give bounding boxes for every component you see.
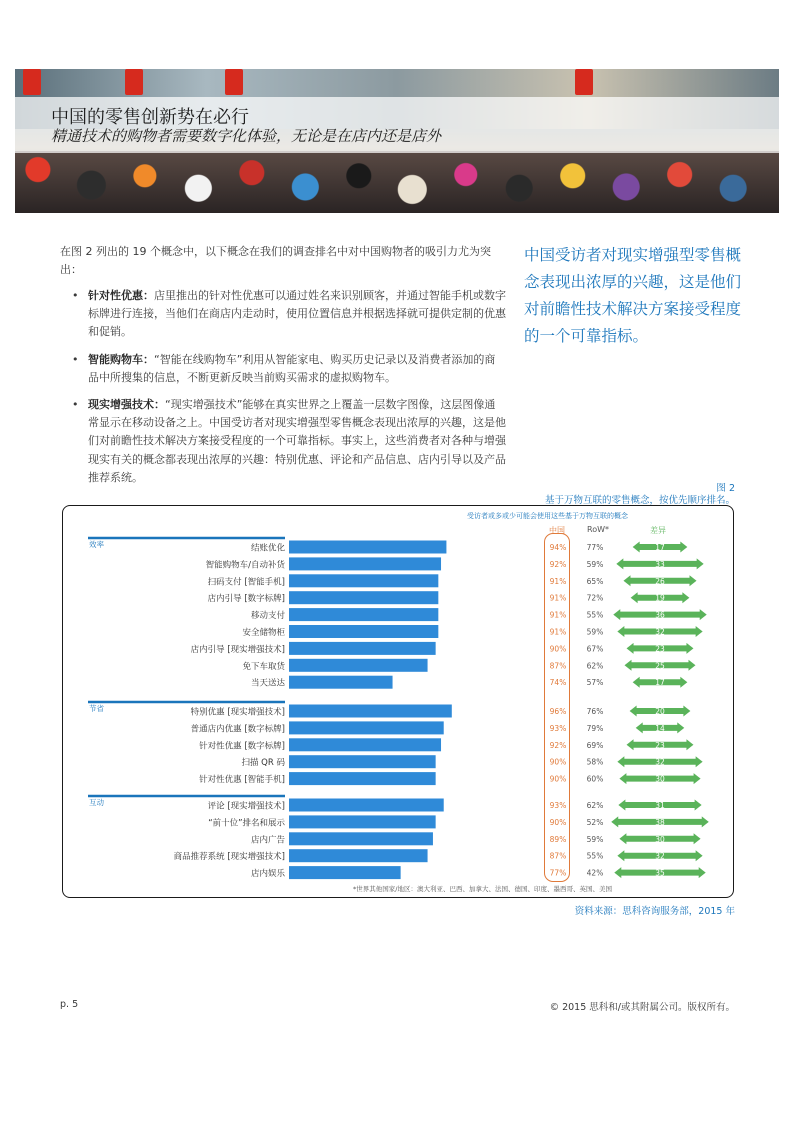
value-diff: 35 (655, 868, 665, 878)
figure-label: 图 2 (716, 483, 735, 494)
value-china: 77% (549, 868, 567, 878)
bullet-icon: • (72, 398, 79, 412)
bullet-icon: • (72, 352, 79, 366)
category-label: 店内广告 (250, 835, 285, 846)
value-row: 57% (586, 678, 604, 688)
page-number: p. 5 (60, 999, 79, 1010)
value-diff: 32 (655, 627, 665, 637)
bullet-term: 现实增强技术： (88, 398, 165, 412)
bullet-icon: • (72, 289, 79, 302)
bar-china (289, 574, 438, 587)
chart-note: 受访者或多或少可能会使用这些基于万物互联的概念 (467, 512, 628, 520)
category-label: 商品推荐系统 [现实增强技术] (173, 852, 285, 863)
value-diff: 14 (655, 723, 665, 733)
bullet-text: “智能在线购物车”利用从智能家电、购买历史记录以及消费者添加的商品中所搜集的信息，不断更新反映当前购买需求的虚拟购物车。 (88, 352, 496, 384)
value-china: 92% (549, 559, 567, 569)
value-china: 91% (549, 593, 567, 603)
bullet-term: 智能购物车： (88, 352, 154, 366)
column-header-china: 中国 (549, 526, 565, 535)
value-china: 87% (549, 851, 567, 861)
bar-china (289, 832, 433, 845)
value-row: 59% (586, 627, 604, 637)
chart-footnote: *世界其他国家/地区：澳大利亚、巴西、加拿大、法国、德国、印度、墨西哥、英国、美国 (353, 885, 612, 893)
group-label: 效率 (89, 540, 104, 549)
value-china: 90% (549, 817, 567, 827)
category-label: 店内引导 [现实增强技术] (190, 644, 285, 655)
value-row: 65% (586, 576, 604, 586)
value-diff: 19 (655, 593, 665, 603)
value-row: 62% (586, 801, 604, 810)
value-row: 59% (586, 834, 604, 844)
value-diff: 25 (655, 661, 665, 671)
category-label: 普通店内优惠 [数字标牌] (190, 724, 285, 735)
value-diff: 30 (655, 774, 665, 784)
bar-china (289, 849, 428, 862)
bullet-text: 店里推出的针对性优惠可以通过姓名来识别顾客，并通过智能手机或数字标牌进行连接，当他们在商店内走动时，使用位置信息并根据选择就可提供定制的优惠和促销。 (88, 289, 506, 339)
category-label: 智能购物车/自动补货 (205, 560, 285, 571)
value-china: 91% (549, 576, 567, 586)
column-header-row: RoW* (587, 525, 610, 534)
value-row: 72% (586, 593, 604, 603)
pull-quote: 中国受访者对现实增强型零售概念表现出浓厚的兴趣，这是他们对前瞻性技术解决方案接受程度的一个可靠指标。 (524, 246, 742, 345)
column-header-diff: 差异 (650, 526, 666, 535)
copyright: © 2015 思科和/或其附属公司。版权所有。 (549, 1002, 735, 1013)
value-row: 62% (586, 661, 604, 671)
bar-china (289, 721, 444, 734)
value-row: 58% (586, 757, 604, 767)
value-diff: 17 (655, 678, 665, 688)
figure-caption: 基于万物互联的零售概念，按优先顺序排名。 (544, 495, 735, 506)
category-label: 当天送达 (250, 678, 285, 689)
value-row: 55% (586, 610, 604, 620)
category-label: 针对性优惠 [智能手机] (199, 775, 285, 786)
bullet-text: “现实增强技术”能够在真实世界之上覆盖一层数字图像，这层图像通常显示在移动设备之上。中国受访者对现实增强型零售概念表现出浓厚的兴趣，这是他们对前瞻性技术解决方案接受程度的一个可靠指标。事实上，这些消费者对各种与增强现实有关的概念都表现出浓厚的兴趣：特别优惠、评论和产品信息、店内引导以及产品推荐系统。 (88, 398, 506, 484)
bar-china (289, 591, 438, 604)
bar-china (289, 755, 436, 768)
category-label: 针对性优惠 [数字标牌] (199, 741, 285, 752)
category-label: 特别优惠 [现实增强技术] (190, 707, 285, 718)
value-row: 76% (586, 707, 604, 716)
bar-china (289, 866, 401, 879)
category-label: 结账优化 (250, 543, 285, 554)
group-label: 互动 (89, 798, 104, 807)
value-diff: 23 (655, 740, 665, 750)
value-diff: 26 (655, 576, 665, 586)
intro-paragraph: 在图 2 列出的 19 个概念中，以下概念在我们的调查排名中对中国购物者的吸引力尤为突出： (60, 245, 491, 276)
value-diff: 32 (655, 757, 665, 767)
bar-china (289, 772, 436, 785)
value-china: 94% (549, 543, 567, 552)
value-diff: 38 (655, 817, 665, 827)
value-china: 96% (549, 707, 567, 716)
bar-china (289, 705, 452, 718)
value-china: 91% (549, 627, 567, 637)
value-row: 79% (586, 723, 604, 733)
bar-china (289, 541, 446, 554)
category-label: 安全储物柜 (242, 628, 285, 638)
value-china: 90% (549, 644, 567, 654)
category-label: 店内娱乐 (250, 869, 285, 880)
value-china: 90% (549, 757, 567, 767)
bar-china (289, 799, 444, 812)
source-note: 资料来源：思科咨询服务部，2015 年 (574, 906, 735, 917)
category-label: 免下车取货 (242, 661, 285, 672)
value-diff: 31 (655, 801, 665, 810)
value-china: 89% (549, 834, 567, 844)
bar-china (289, 659, 428, 672)
value-china: 93% (549, 801, 567, 810)
bar-china (289, 557, 441, 570)
bullet-term: 针对性优惠： (88, 289, 154, 302)
value-row: 52% (586, 817, 604, 827)
value-diff: 17 (655, 543, 665, 552)
bar-china (289, 676, 393, 689)
category-label: 扫码支付 [智能手机] (207, 577, 285, 588)
category-label: 店内引导 [数字标牌] (207, 594, 285, 605)
page-subtitle: 精通技术的购物者需要数字化体验，无论是在店内还是店外 (51, 127, 442, 145)
value-diff: 20 (655, 707, 665, 716)
value-row: 42% (586, 868, 604, 878)
value-china: 90% (549, 774, 567, 784)
value-diff: 36 (655, 610, 665, 620)
value-row: 69% (586, 740, 604, 750)
value-row: 59% (586, 559, 604, 569)
category-label: 评论 [现实增强技术] (207, 801, 285, 812)
value-china: 87% (549, 661, 567, 671)
group-label: 节省 (89, 704, 104, 713)
bar-china (289, 642, 436, 655)
bar-china (289, 608, 438, 621)
value-row: 77% (586, 543, 604, 552)
value-china: 93% (549, 723, 567, 733)
value-china: 91% (549, 610, 567, 620)
value-diff: 32 (655, 851, 665, 861)
bar-china (289, 738, 441, 751)
category-label: “前十位”排名和展示 (208, 818, 285, 829)
value-china: 74% (549, 678, 567, 688)
value-diff: 33 (655, 559, 665, 569)
value-row: 67% (586, 644, 604, 654)
category-label: 移动支付 (250, 611, 285, 622)
value-china: 92% (549, 740, 567, 750)
value-diff: 30 (655, 834, 665, 844)
value-diff: 23 (655, 644, 665, 654)
category-label: 扫描 QR 码 (241, 758, 285, 769)
bar-china (289, 815, 436, 828)
value-row: 60% (586, 774, 604, 784)
value-row: 55% (586, 851, 604, 861)
bar-china (289, 625, 438, 638)
page-title: 中国的零售创新势在必行 (51, 107, 249, 128)
